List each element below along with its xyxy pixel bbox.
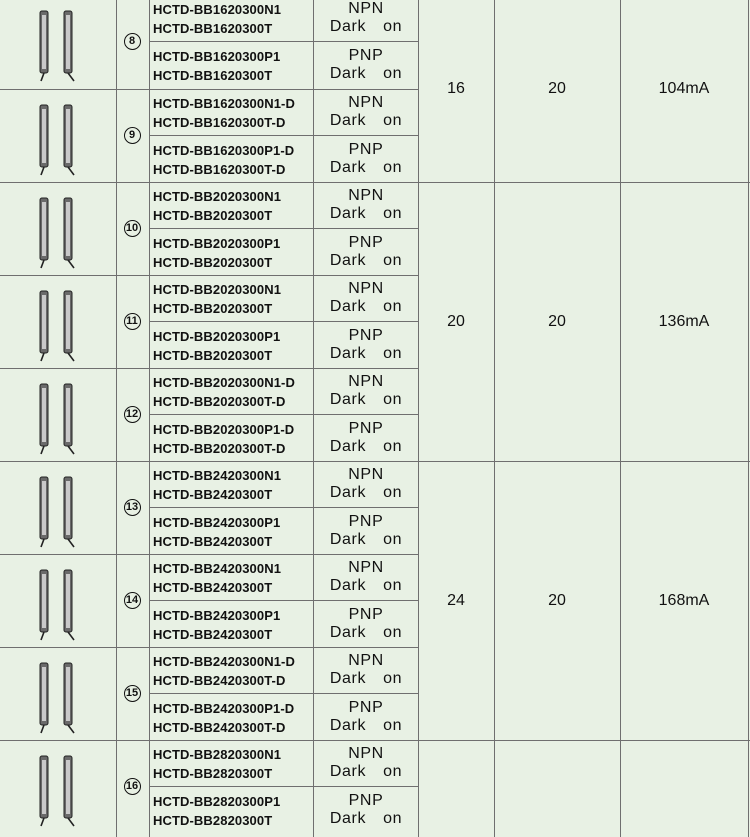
output-type [314, 513, 418, 549]
model-numbers [153, 606, 313, 644]
row-divider [0, 275, 418, 276]
current-consumption: 136mA [658, 312, 710, 330]
output-mode-label: Dark on [329, 577, 403, 594]
light-curtain-pair-icon [38, 382, 80, 461]
row-number-label: 8 [124, 33, 141, 50]
beam-pitch: 20 [548, 312, 566, 330]
row-number [121, 217, 143, 239]
model-receiver: HCTD-BB2420300T [153, 534, 273, 549]
model-numbers [153, 559, 313, 597]
variant-divider [149, 321, 418, 322]
model-receiver: HCTD-BB2420300T [153, 580, 273, 595]
model-receiver: HCTD-BB2820300T [153, 766, 273, 781]
light-curtain-pair-icon [38, 754, 80, 833]
model-receiver: HCTD-BB2020300T-D [153, 394, 286, 409]
model-numbers [153, 513, 313, 551]
row-number [121, 310, 143, 332]
output-mode-label: Dark on [329, 205, 403, 222]
light-curtain-pair-icon [38, 568, 80, 647]
model-emitter: HCTD-BB2420300P1 [153, 515, 281, 530]
output-type-label: NPN [348, 559, 384, 576]
model-numbers [153, 0, 313, 38]
output-mode-label: Dark on [329, 65, 403, 82]
model-emitter: HCTD-BB2820300N1 [153, 747, 282, 762]
model-emitter: HCTD-BB2820300P1 [153, 794, 281, 809]
grid-line [116, 0, 117, 837]
output-type [314, 373, 418, 409]
output-type-label: PNP [348, 606, 384, 623]
model-numbers [153, 47, 313, 85]
row-number [121, 496, 143, 518]
row-number-label: 9 [124, 127, 141, 144]
model-emitter: HCTD-BB1620300P1 [153, 49, 281, 64]
model-receiver: HCTD-BB2020300T [153, 348, 273, 363]
model-numbers [153, 373, 313, 411]
output-type-label: PNP [348, 513, 384, 530]
output-type-label: PNP [348, 234, 384, 251]
light-curtain-pair-icon [38, 196, 80, 275]
row-number [121, 30, 143, 52]
model-receiver: HCTD-BB2020300T [153, 208, 273, 223]
beam-pitch: 20 [548, 591, 566, 609]
output-mode-label: Dark on [329, 670, 403, 687]
row-number [121, 589, 143, 611]
output-mode-label: Dark on [329, 484, 403, 501]
output-type [314, 466, 418, 502]
output-type-label: PNP [348, 792, 384, 809]
row-number-label: 13 [124, 499, 141, 516]
output-mode-label: Dark on [329, 531, 403, 548]
output-type-label: NPN [348, 652, 384, 669]
output-mode-label: Dark on [329, 159, 403, 176]
model-numbers [153, 234, 313, 272]
output-type [314, 559, 418, 595]
model-numbers [153, 745, 313, 783]
output-type [314, 699, 418, 735]
row-divider [0, 89, 418, 90]
model-emitter: HCTD-BB2420300N1-D [153, 654, 295, 669]
row-divider [0, 461, 418, 462]
row-divider [0, 554, 418, 555]
model-emitter: HCTD-BB2420300N1 [153, 561, 282, 576]
light-curtain-pair-icon [38, 475, 80, 554]
model-emitter: HCTD-BB2020300P1-D [153, 422, 295, 437]
model-numbers [153, 187, 313, 225]
model-numbers [153, 94, 313, 132]
light-curtain-pair-icon [38, 103, 80, 182]
variant-divider [149, 414, 418, 415]
model-emitter: HCTD-BB2020300P1 [153, 329, 281, 344]
row-divider [0, 368, 418, 369]
light-curtain-pair-icon [38, 289, 80, 368]
model-numbers [153, 280, 313, 318]
output-type [314, 420, 418, 456]
output-type-label: NPN [348, 94, 384, 111]
beam-count [418, 740, 494, 837]
output-mode-label: Dark on [329, 624, 403, 641]
output-type-label: PNP [348, 699, 384, 716]
model-receiver: HCTD-BB1620300T [153, 21, 273, 36]
model-receiver: HCTD-BB2420300T-D [153, 673, 286, 688]
model-numbers [153, 327, 313, 365]
model-numbers [153, 420, 313, 458]
model-emitter: HCTD-BB2020300N1 [153, 189, 282, 204]
model-emitter: HCTD-BB2020300N1-D [153, 375, 295, 390]
output-type [314, 187, 418, 223]
variant-divider [149, 228, 418, 229]
row-divider [0, 740, 418, 741]
model-receiver: HCTD-BB2020300T [153, 301, 273, 316]
row-divider [0, 647, 418, 648]
model-emitter: HCTD-BB2420300P1 [153, 608, 281, 623]
row-number-label: 16 [124, 778, 141, 795]
output-type-label: PNP [348, 420, 384, 437]
grid-line [748, 0, 749, 837]
output-type-label: NPN [348, 373, 384, 390]
output-mode-label: Dark on [329, 298, 403, 315]
output-type-label: PNP [348, 141, 384, 158]
output-mode-label: Dark on [329, 391, 403, 408]
model-receiver: HCTD-BB1620300T-D [153, 115, 286, 130]
beam-pitch [494, 740, 620, 837]
row-number [121, 403, 143, 425]
row-number [121, 682, 143, 704]
model-numbers [153, 466, 313, 504]
variant-divider [149, 786, 418, 787]
model-receiver: HCTD-BB2020300T [153, 255, 273, 270]
output-type [314, 792, 418, 828]
model-receiver: HCTD-BB2420300T [153, 487, 273, 502]
model-receiver: HCTD-BB2820300T [153, 813, 273, 828]
row-divider [0, 182, 418, 183]
output-type-label: NPN [348, 187, 384, 204]
output-mode-label: Dark on [329, 438, 403, 455]
model-emitter: HCTD-BB1620300N1 [153, 2, 282, 17]
variant-divider [149, 693, 418, 694]
grid-line [149, 0, 150, 837]
output-type-label: PNP [348, 327, 384, 344]
model-numbers [153, 652, 313, 690]
output-type-label: PNP [348, 47, 384, 64]
row-number [121, 124, 143, 146]
light-curtain-pair-icon [38, 9, 80, 88]
output-type [314, 745, 418, 781]
output-type-label: NPN [348, 745, 384, 762]
current-consumption: 168mA [658, 591, 710, 609]
variant-divider [149, 600, 418, 601]
output-mode-label: Dark on [329, 810, 403, 827]
model-receiver: HCTD-BB1620300T [153, 68, 273, 83]
output-type [314, 141, 418, 177]
model-emitter: HCTD-BB2420300P1-D [153, 701, 295, 716]
beam-count: 16 [447, 79, 465, 97]
output-type-label: NPN [348, 0, 384, 17]
output-mode-label: Dark on [329, 763, 403, 780]
beam-pitch: 20 [548, 79, 566, 97]
light-curtain-pair-icon [38, 661, 80, 740]
variant-divider [149, 135, 418, 136]
output-type [314, 47, 418, 83]
output-type [314, 234, 418, 270]
model-emitter: HCTD-BB2020300P1 [153, 236, 281, 251]
output-type [314, 94, 418, 130]
variant-divider [149, 41, 418, 42]
model-receiver: HCTD-BB1620300T-D [153, 162, 286, 177]
output-type [314, 652, 418, 688]
model-numbers [153, 792, 313, 830]
variant-divider [149, 507, 418, 508]
row-number-label: 14 [124, 592, 141, 609]
model-emitter: HCTD-BB2420300N1 [153, 468, 282, 483]
output-type [314, 280, 418, 316]
beam-count: 20 [447, 312, 465, 330]
output-mode-label: Dark on [329, 252, 403, 269]
output-mode-label: Dark on [329, 18, 403, 35]
output-type [314, 0, 418, 36]
beam-count: 24 [447, 591, 465, 609]
model-receiver: HCTD-BB2420300T-D [153, 720, 286, 735]
output-type-label: NPN [348, 466, 384, 483]
model-emitter: HCTD-BB1620300P1-D [153, 143, 295, 158]
model-numbers [153, 141, 313, 179]
row-number [121, 775, 143, 797]
current-consumption: 104mA [658, 79, 710, 97]
model-emitter: HCTD-BB1620300N1-D [153, 96, 295, 111]
row-number-label: 12 [124, 406, 141, 423]
model-emitter: HCTD-BB2020300N1 [153, 282, 282, 297]
row-number-label: 15 [124, 685, 141, 702]
output-type-label: NPN [348, 280, 384, 297]
output-mode-label: Dark on [329, 112, 403, 129]
current-consumption [620, 740, 748, 837]
model-numbers [153, 699, 313, 737]
output-mode-label: Dark on [329, 717, 403, 734]
output-type [314, 327, 418, 363]
model-receiver: HCTD-BB2420300T [153, 627, 273, 642]
row-number-label: 10 [124, 220, 141, 237]
output-type [314, 606, 418, 642]
model-receiver: HCTD-BB2020300T-D [153, 441, 286, 456]
row-number-label: 11 [124, 313, 141, 330]
output-mode-label: Dark on [329, 345, 403, 362]
